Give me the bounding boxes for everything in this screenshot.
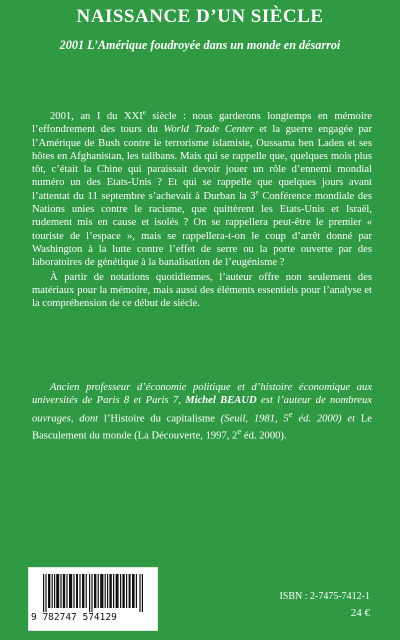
blurb-paragraph-2: À partir de notations quotidiennes, l’auteur offre non seulement des matériaux pour la mémoire, mais aussi des éléments essentiels pour l’analyse et la compréhension de ce début de siècle. [32,271,372,310]
superscript: e [142,108,146,117]
superscript: e [237,426,242,437]
book-title-basculement: Le Basculement du monde [32,413,372,442]
price-text: 24 € [350,607,370,619]
bio-text-segment: Ancien professeur d’économie politique et d’histoire économique aux universités de Paris 8 et Paris 7, [32,382,372,407]
bio-text-segment: (Seuil, 1981, 5 [214,413,289,425]
book-subtitle: 2001 L’Amérique foudroyée dans un monde en désarroi [59,38,341,52]
bio-text-segment: éd. 2000) [292,413,342,425]
blurb-text [32,110,372,310]
world-trade-center-text: World Trade Center [163,124,254,136]
blurb-text-segment: 2001, an I du XXI [50,111,143,122]
blurb-paragraph-1 [32,110,372,270]
superscript: e [288,408,293,419]
book-title-histoire: l’Histoire du capitalisme [103,413,215,425]
blurb-text-segment: et la guerre engagée par l’Amérique de Bush contre le terrorisme islamiste, Oussama ben Laden et ses hôtes en Afghanistan, les talibans. Mais qui se rappelle que, quelques mois plus tôt, c’était la Chine qui paraissait devoir jouer un rôle d’ennemi mondial numéro un des Etats-Unis ? Et qui se rappelle que quelques jours avant l’attentat du 11 septembre s’achevait à Durban la 3 [32,124,372,202]
blurb-text-segment: Conférence mondiale des Nations unies contre le racisme, que quittèrent les Etats-Unis et Israël, rudement mis en cause et isolés ? On se rappellera peut-être le premier « touriste de l’espace », mais se rappellera-t-on le coup d’arrêt donné par Washington à la lutte contre l’effet de serre ou la porte ouverte par des laboratoires de génétique à la banalisation de l’eugénisme ? [32,190,372,269]
bio-text-segment: éd. 2000). [241,430,287,442]
isbn-text: ISBN : 2-7475-7412-1 [279,591,370,602]
bio-text-segment: et [341,413,361,425]
superscript: e [255,188,259,197]
book-title: NAISSANCE D’UN SIÈCLE [76,6,324,27]
bio-text-segment: (La Découverte, 1997, 2 [131,430,238,442]
author-bio [32,381,372,443]
bio-text-segment: est l’auteur de nombreux ouvrages, dont [32,395,372,425]
barcode [28,567,158,631]
barcode-digits: 9 782747 574129 [31,612,117,623]
barcode-bars [43,574,143,612]
blurb-text-segment: siècle : nous garderons longtemps en mémoire l’effondrement des tours du [32,111,372,136]
author-bio-paragraph [32,381,372,443]
author-name: Michel BEAUD [185,395,257,407]
